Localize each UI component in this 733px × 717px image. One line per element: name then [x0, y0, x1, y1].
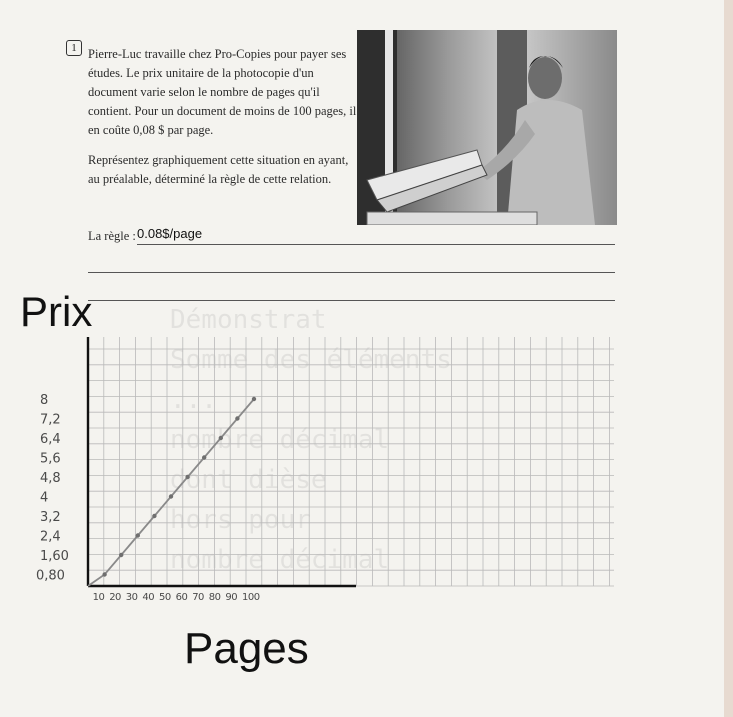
y-tick-label: 6,4	[40, 432, 61, 447]
data-point	[235, 416, 239, 420]
bleed-line: ...	[170, 385, 217, 415]
rule-answer-handwritten: 0.08$/page	[137, 226, 203, 241]
x-tick-label: 70	[192, 592, 204, 603]
bleed-line: nombre décimal	[170, 425, 390, 455]
y-tick-label: 0,80	[36, 568, 65, 584]
problem-instruction: Représentez graphiquement cette situation en ayant, au préalable, déterminé la règle de cette relation.	[88, 153, 349, 186]
problem-statement: Pierre-Luc travaille chez Pro-Copies pour payer ses études. Le prix unitaire de la photocopie d'un document varie selon le nombre de pages qu'il contient. Pour un document de moins de 100 pages, il en coûte 0,08 $ par page.	[88, 47, 357, 137]
y-tick-label: 4	[40, 490, 49, 506]
y-tick-label: 3,2	[40, 510, 61, 525]
y-tick-label: 7,2	[40, 412, 61, 428]
x-tick-label: 80	[208, 592, 221, 603]
x-tick-label: 10	[92, 592, 105, 603]
y-tick-label: 5,6	[40, 451, 61, 467]
rule-label: La règle :	[88, 229, 136, 243]
x-tick-label: 30	[125, 592, 138, 603]
x-tick-label: 90	[225, 592, 238, 603]
x-tick-label: 60	[175, 592, 188, 603]
series-path	[88, 399, 254, 586]
axes	[88, 337, 356, 586]
bleed-line: Somme des éléments	[170, 345, 452, 375]
exercise-number-box: 1	[66, 40, 82, 56]
bleed-line: hors pour	[170, 505, 311, 535]
data-point	[102, 572, 106, 576]
bleed-line: dont dièse	[170, 465, 327, 495]
y-tick-label: 8	[40, 393, 49, 408]
data-point	[152, 514, 156, 518]
x-axis-label: Pages	[184, 624, 309, 673]
x-tick-label: 20	[109, 592, 121, 603]
grid-lines	[88, 337, 614, 586]
x-tick-labels	[93, 592, 260, 603]
x-tick-label: 50	[159, 592, 171, 603]
y-tick-label: 1,60	[40, 549, 69, 564]
data-point	[169, 494, 173, 498]
x-tick-label: 40	[142, 592, 155, 603]
data-point	[185, 475, 189, 479]
data-point	[119, 553, 123, 557]
y-tick-labels	[36, 393, 69, 584]
data-point	[219, 436, 223, 440]
bleed-line: Démonstrat	[170, 305, 327, 335]
data-point	[136, 533, 140, 537]
y-tick-label: 4,8	[40, 471, 61, 486]
data-point	[202, 455, 206, 459]
bleed-line: nombre décimal	[170, 545, 390, 575]
y-tick-label: 2,4	[40, 529, 61, 545]
data-point	[252, 397, 256, 401]
x-tick-label: 100	[242, 592, 260, 603]
y-axis-label: Prix	[20, 288, 93, 335]
page-edge	[724, 0, 733, 717]
series-line	[88, 399, 254, 586]
